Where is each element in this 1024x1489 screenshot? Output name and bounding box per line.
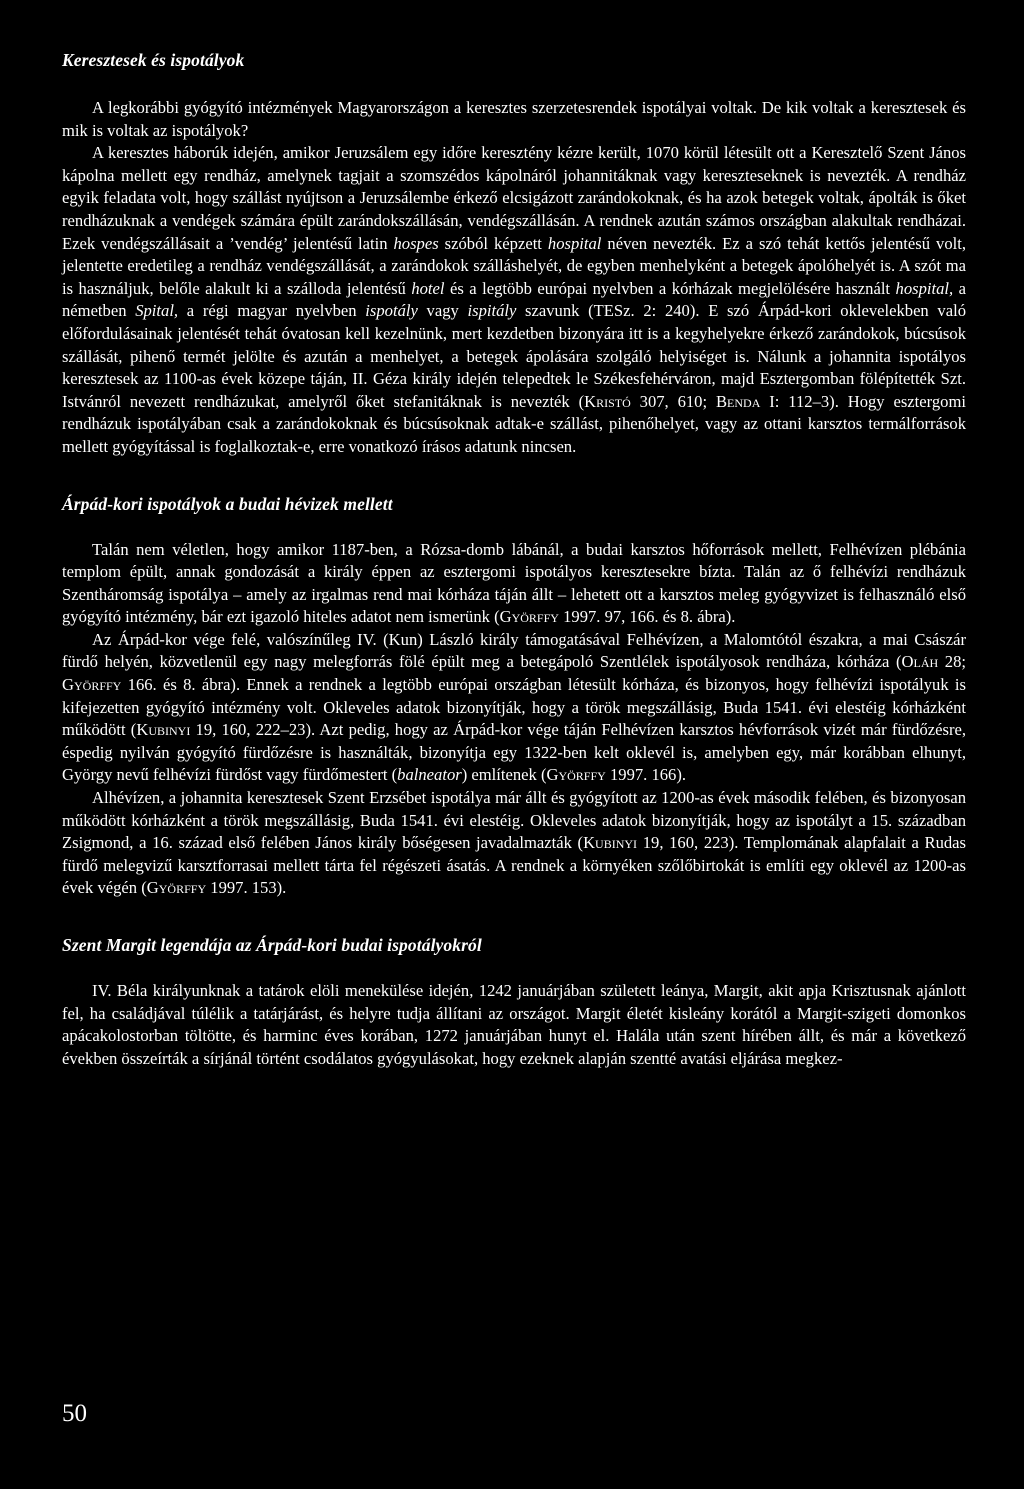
paragraph-text: szavunk (TESz. 2: 240). E szó Árpád-kori oklevelekben való előfordulásainak jelentését tehát óvatosan kell kezelnünk, mert kezdetben bizonyára itt is a kegyhelyekre érkező zarándokok, búcsúsok szállását, pihenő termét jelölte és azután a menhelyet, a betegek ápolására szolgáló helyiséget is. Nálunk a johannita ispotályos keresztesek az 1100-as évek közepe táján, II. Géza király idején telepedtek le Székesfehérváron, majd Esztergomban fölépítették Szt. Istvánról nevezett rendházukat, amelyről őket stefanitáknak is nevezték ( [62, 301, 966, 411]
paragraph-text: és a legtöbb európai nyelvben a kórházak megjelölésére használt [444, 278, 896, 298]
paragraph [62, 787, 966, 900]
paragraph-text: IV. Béla királyunknak a tatárok elöli menekülése idején, 1242 januárjában született leánya, Margit, akit apja Krisztusnak ajánlott fel, ha családjával túlélik a tatárjárást, és helyre tudja állítani az országot. Margit életét kisleány korától a Margit-szigeti domonkos apácakolostorban töltötte, és harminc éves korában, 1272 januárjában hunyt el. Halála után szent hírében állt, és már a következő években összeírták a sírjánál történt csodálatos gyógyulásokat, hogy ezeknek alapján szentté avatási eljárása megkez- [62, 981, 966, 1068]
section-heading: Keresztesek és ispotályok [62, 50, 245, 70]
paragraph-text: vagy [417, 301, 468, 321]
paragraph [62, 629, 966, 787]
paragraph-text: Talán nem véletlen, hogy amikor 1187-ben, a Rózsa-domb lábánál, a budai karsztos hőforrások mellett, Felhévízen plébánia templom épült, annak gondozását a király éppen az esztergomi ispotályos keresztesekre bízta. Talán az ő felhévízi rendházuk Szentháromság ispotálya – amely az irgalmas rend mai kórháza táján állt – lehetett ott a karsztos meleg gyógyvizet is felhasználó első gyógyító intézmény, bár ezt igazoló hiteles adatot nem ismerünk ( [62, 539, 966, 627]
paragraph [62, 980, 966, 1070]
paragraph-text: A legkorábbi gyógyító intézmények Magyarországon a keresztes szerzetesrendek ispotályai voltak. De kik voltak a keresztesek és mik is voltak az ispotályok? [62, 98, 966, 140]
citation-author: Györffy [146, 878, 207, 898]
paragraph-text: 19, 160, 222–23). Azt pedig, hogy az Árpád-kor vége táján Felhévízen karsztos hévforrások vizét már fürdőzésre, éspedig nyilván gyógyító fürdőzésre is használták, bizonyítja egy 1322-ben kelt oklevél is, amelyben egy, már korábban elhunyt, György nevű felhévízi fürdőst vagy fürdőmestert ( [62, 720, 966, 785]
section-heading: Árpád-kori ispotályok a budai hévizek mellett [62, 493, 393, 514]
paragraph-text: szóból képzett [438, 233, 548, 253]
paragraph-text: 28; [938, 652, 966, 672]
paragraph [62, 97, 966, 142]
citation-author: Benda [715, 391, 761, 411]
paragraph-text: 1997. 97, 166. és 8. ábra). [558, 607, 736, 627]
paragraph-text: 19, 160, 223). Templomának alapfalait a Rudas fürdő melegvizű karsztforrasai mellett tárta fel régészeti ásatás. A rendnek a környéken szőlőbirtokát is említi egy oklevél az 1200-as évek végén ( [62, 833, 967, 898]
paragraph-text: 1997. 166). [605, 765, 687, 785]
paragraph-text: A keresztes háborúk idején, amikor Jeruzsálem egy időre keresztény kézre került, 1070 körül létesült ott a Keresztelő Szent János kápolna mellett egy rendház, amelynek tagjait a szomszédos kápolnáról johannitáknak vagy kereszteseknek is nevezték. A rendház egyik feladata volt, hogy szállást nyújtson a Jeruzsálembe érkező elcsigázott zarándokoknak, és ha azok betegek voltak, ápolták is őket rendházuknak a vendégek számára épült zarándokszállásán, vendégszállásán. A rendnek azután számos országban alakultak rendházai. Ezek vendégszállásait a ’vendég’ jelentésű latin [62, 143, 966, 253]
paragraph-text: 1997. 153). [206, 878, 287, 898]
section-keresztesek [62, 48, 966, 459]
section-szent-margit [62, 933, 966, 1070]
paragraph [62, 142, 966, 458]
page-content [62, 48, 966, 1070]
section-arpad-kori-ispotalyok [62, 492, 966, 901]
italic-term: Spital, [135, 301, 179, 321]
citation-author: Györffy [546, 765, 606, 785]
citation-author: Kubinyi [136, 720, 191, 740]
section-heading: Szent Margit legendája az Árpád-kori budai ispotályokról [62, 935, 482, 955]
paragraph [62, 539, 966, 629]
paragraph-text: ) említenek ( [461, 765, 547, 785]
italic-term: hospital, [895, 278, 954, 298]
paragraph-text: 166. és 8. ábra). Ennek a rendnek a legtöbb európai országban létesült kórháza, és bizonyos, hogy felhévízi ispotályuk is kifejezetten gyógyító intézmény volt. Okleveles adatok bizonyítják, hogy a török megszállásig, Buda 1541. évi elestéig kórházként működött ( [62, 675, 966, 740]
citation-author: Oláh [901, 652, 939, 672]
italic-term: balneator [397, 765, 462, 785]
paragraph-text: a régi magyar nyelvben [178, 301, 366, 321]
citation-author: Györffy [62, 675, 122, 695]
citation-author: Kubinyi [583, 833, 638, 853]
paragraph-text: Az Árpád-kor vége felé, valószínűleg IV. (Kun) László király támogatásával Felhévízen, a Malomtótól északra, a mai Császár fürdő helyén, közvetlenül egy nagy melegforrás fölé épült meg a betegápoló Szentlélek ispotályosok rendháza, kórháza ( [62, 629, 966, 672]
paragraph-text: a németben [62, 278, 966, 321]
paragraph-text: 307, 610; [630, 391, 716, 411]
paragraph-text: néven nevezték. Ez a szó tehát kettős jelentésű volt, jelentette eredetileg a rendház vendégszállását, a zarándokok szálláshelyét, de egyben menhelyként a betegek ápolóhelyét is. A szót ma is használjuk, belőle alakult ki a szálloda jelentésű [62, 233, 966, 298]
citation-author: Györffy [499, 607, 559, 627]
italic-term: hospes [393, 233, 439, 253]
paragraph-text: I: 112–3). Hogy esztergomi rendházuk ispotályában csak a zarándokoknak és búcsúsoknak adtak-e szállást, pihenőhelyet, vagy az ottani karsztos termálforrások mellett gyógyítással is foglalkoztak-e, erre vonatkozó írásos adatunk nincsen. [62, 391, 966, 456]
paragraph-text: Alhévízen, a johannita keresztesek Szent Erzsébet ispotálya már állt és gyógyított az 1200-as évek második felében, és bizonyosan működött kórházként a török megszállásig, Buda 1541. évi elestéig. Okleveles adatok bizonyítják, hogy az ispotályt a 15. században Zsigmond, a 16. század első felében János király bőségesen javadalmazták ( [62, 788, 966, 853]
citation-author: Kristó [584, 391, 631, 411]
italic-term: hotel [411, 278, 445, 298]
italic-term: hospital [547, 233, 602, 253]
italic-term: ispitály [467, 301, 517, 321]
page-number: 50 [62, 1400, 87, 1427]
italic-term: ispotály [365, 301, 418, 321]
